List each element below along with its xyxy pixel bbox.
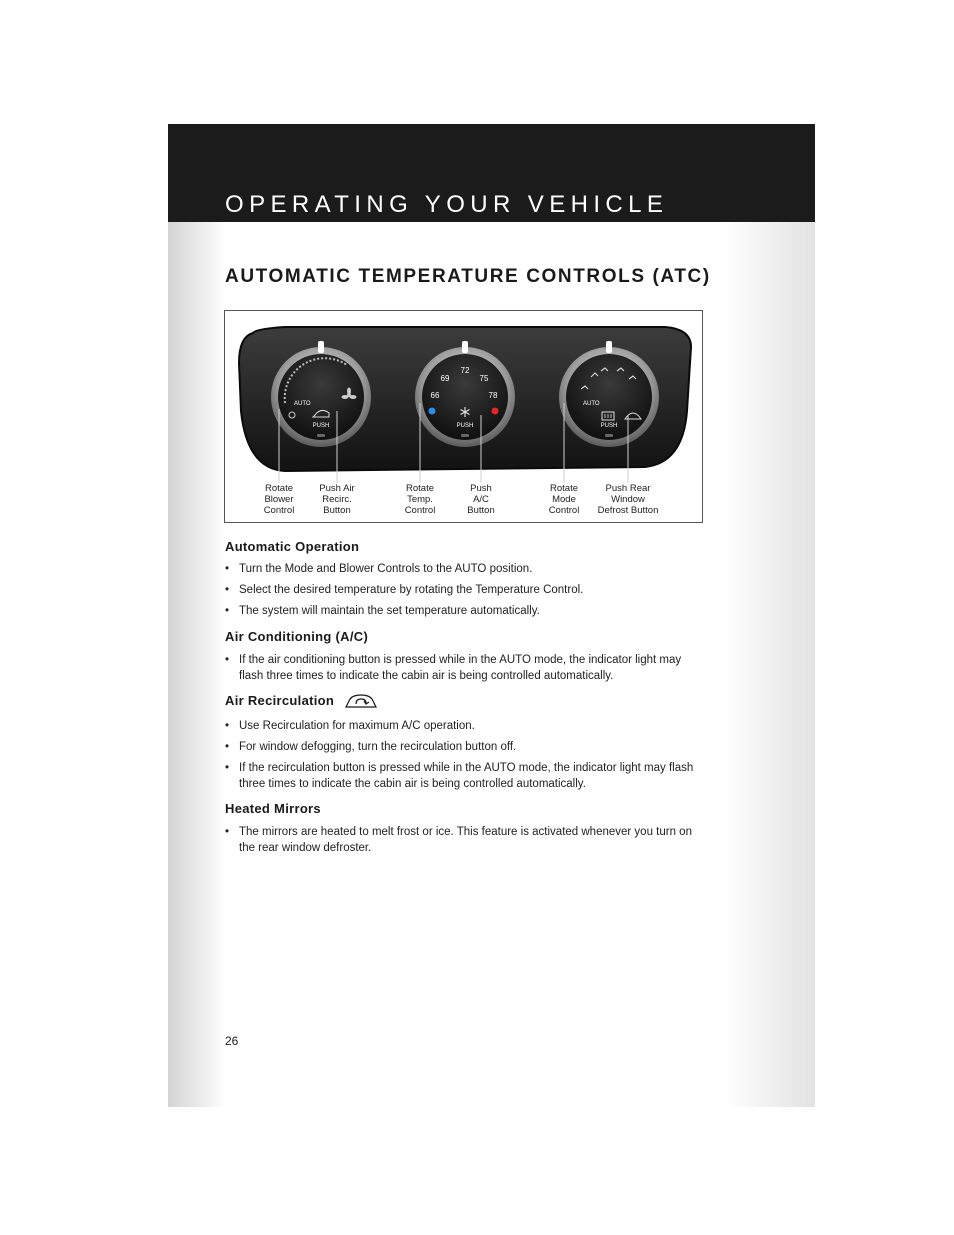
- list-item: • Select the desired temperature by rotating the Temperature Control.: [225, 582, 705, 598]
- section-title: AUTOMATIC TEMPERATURE CONTROLS (ATC): [225, 266, 711, 287]
- callout-rotate-temp-control: Rotate Temp. Control: [404, 483, 436, 516]
- air-recirculation-heading: Air Recirculation: [225, 693, 335, 708]
- push-label: PUSH: [456, 423, 474, 429]
- temp-69: 69: [440, 374, 450, 383]
- cold-indicator-dot: [429, 408, 436, 415]
- manual-page: [168, 124, 815, 1107]
- climate-control-figure: [224, 310, 703, 523]
- auto-label: AUTO: [583, 401, 600, 407]
- temp-78: 78: [488, 391, 498, 400]
- list-item: • If the recirculation button is pressed while in the AUTO mode, the indicator light may flash three times to indicate the cabin air is being controlled automatically.: [225, 760, 705, 792]
- callout-push-air-recirc-button: Push Air Recirc. Button: [319, 483, 355, 516]
- push-label: PUSH: [312, 423, 330, 429]
- callout-push-ac-button: Push A/C Button: [467, 483, 495, 516]
- list-item: • Turn the Mode and Blower Controls to the AUTO position.: [225, 561, 705, 577]
- list-item: • For window defogging, turn the recirculation button off.: [225, 739, 705, 755]
- dial-indicator: [462, 341, 468, 353]
- push-label: PUSH: [600, 423, 618, 429]
- chapter-title: OPERATING YOUR VEHICLE: [225, 191, 669, 218]
- automatic-operation-list: [225, 561, 705, 624]
- defrost-indicator-light: [605, 434, 613, 437]
- list-item: • If the air conditioning button is pressed while in the AUTO mode, the indicator light may flash three times to indicate the cabin air is being controlled automatically.: [225, 652, 705, 684]
- callout-push-rear-window-defrost-button: Push Rear Window Defrost Button: [597, 483, 659, 516]
- temp-72: 72: [460, 366, 470, 375]
- automatic-operation-heading: Automatic Operation: [225, 539, 360, 554]
- ac-indicator-light: [461, 434, 469, 437]
- temp-75: 75: [479, 374, 489, 383]
- recirculation-icon: [344, 693, 378, 709]
- temp-66: 66: [430, 391, 440, 400]
- dial-indicator: [318, 341, 324, 353]
- page-number: 26: [225, 1034, 239, 1048]
- air-conditioning-list: [225, 652, 705, 689]
- list-item: • The mirrors are heated to melt frost or ice. This feature is activated whenever you turn on the rear window defroster.: [225, 824, 705, 856]
- callout-rotate-blower-control: Rotate Blower Control: [263, 483, 295, 516]
- dial-indicator: [606, 341, 612, 353]
- heated-mirrors-list: [225, 824, 705, 861]
- heated-mirrors-heading: Heated Mirrors: [225, 801, 321, 816]
- hot-indicator-dot: [492, 408, 499, 415]
- air-recirculation-heading-row: [225, 693, 378, 709]
- air-recirculation-list: [225, 718, 705, 797]
- list-item: • The system will maintain the set temperature automatically.: [225, 603, 705, 619]
- list-item: • Use Recirculation for maximum A/C operation.: [225, 718, 705, 734]
- air-conditioning-heading: Air Conditioning (A/C): [225, 629, 369, 644]
- auto-label: AUTO: [294, 401, 311, 407]
- chapter-header: [168, 124, 815, 222]
- recirc-indicator-light: [317, 434, 325, 437]
- callout-rotate-mode-control: Rotate Mode Control: [548, 483, 580, 516]
